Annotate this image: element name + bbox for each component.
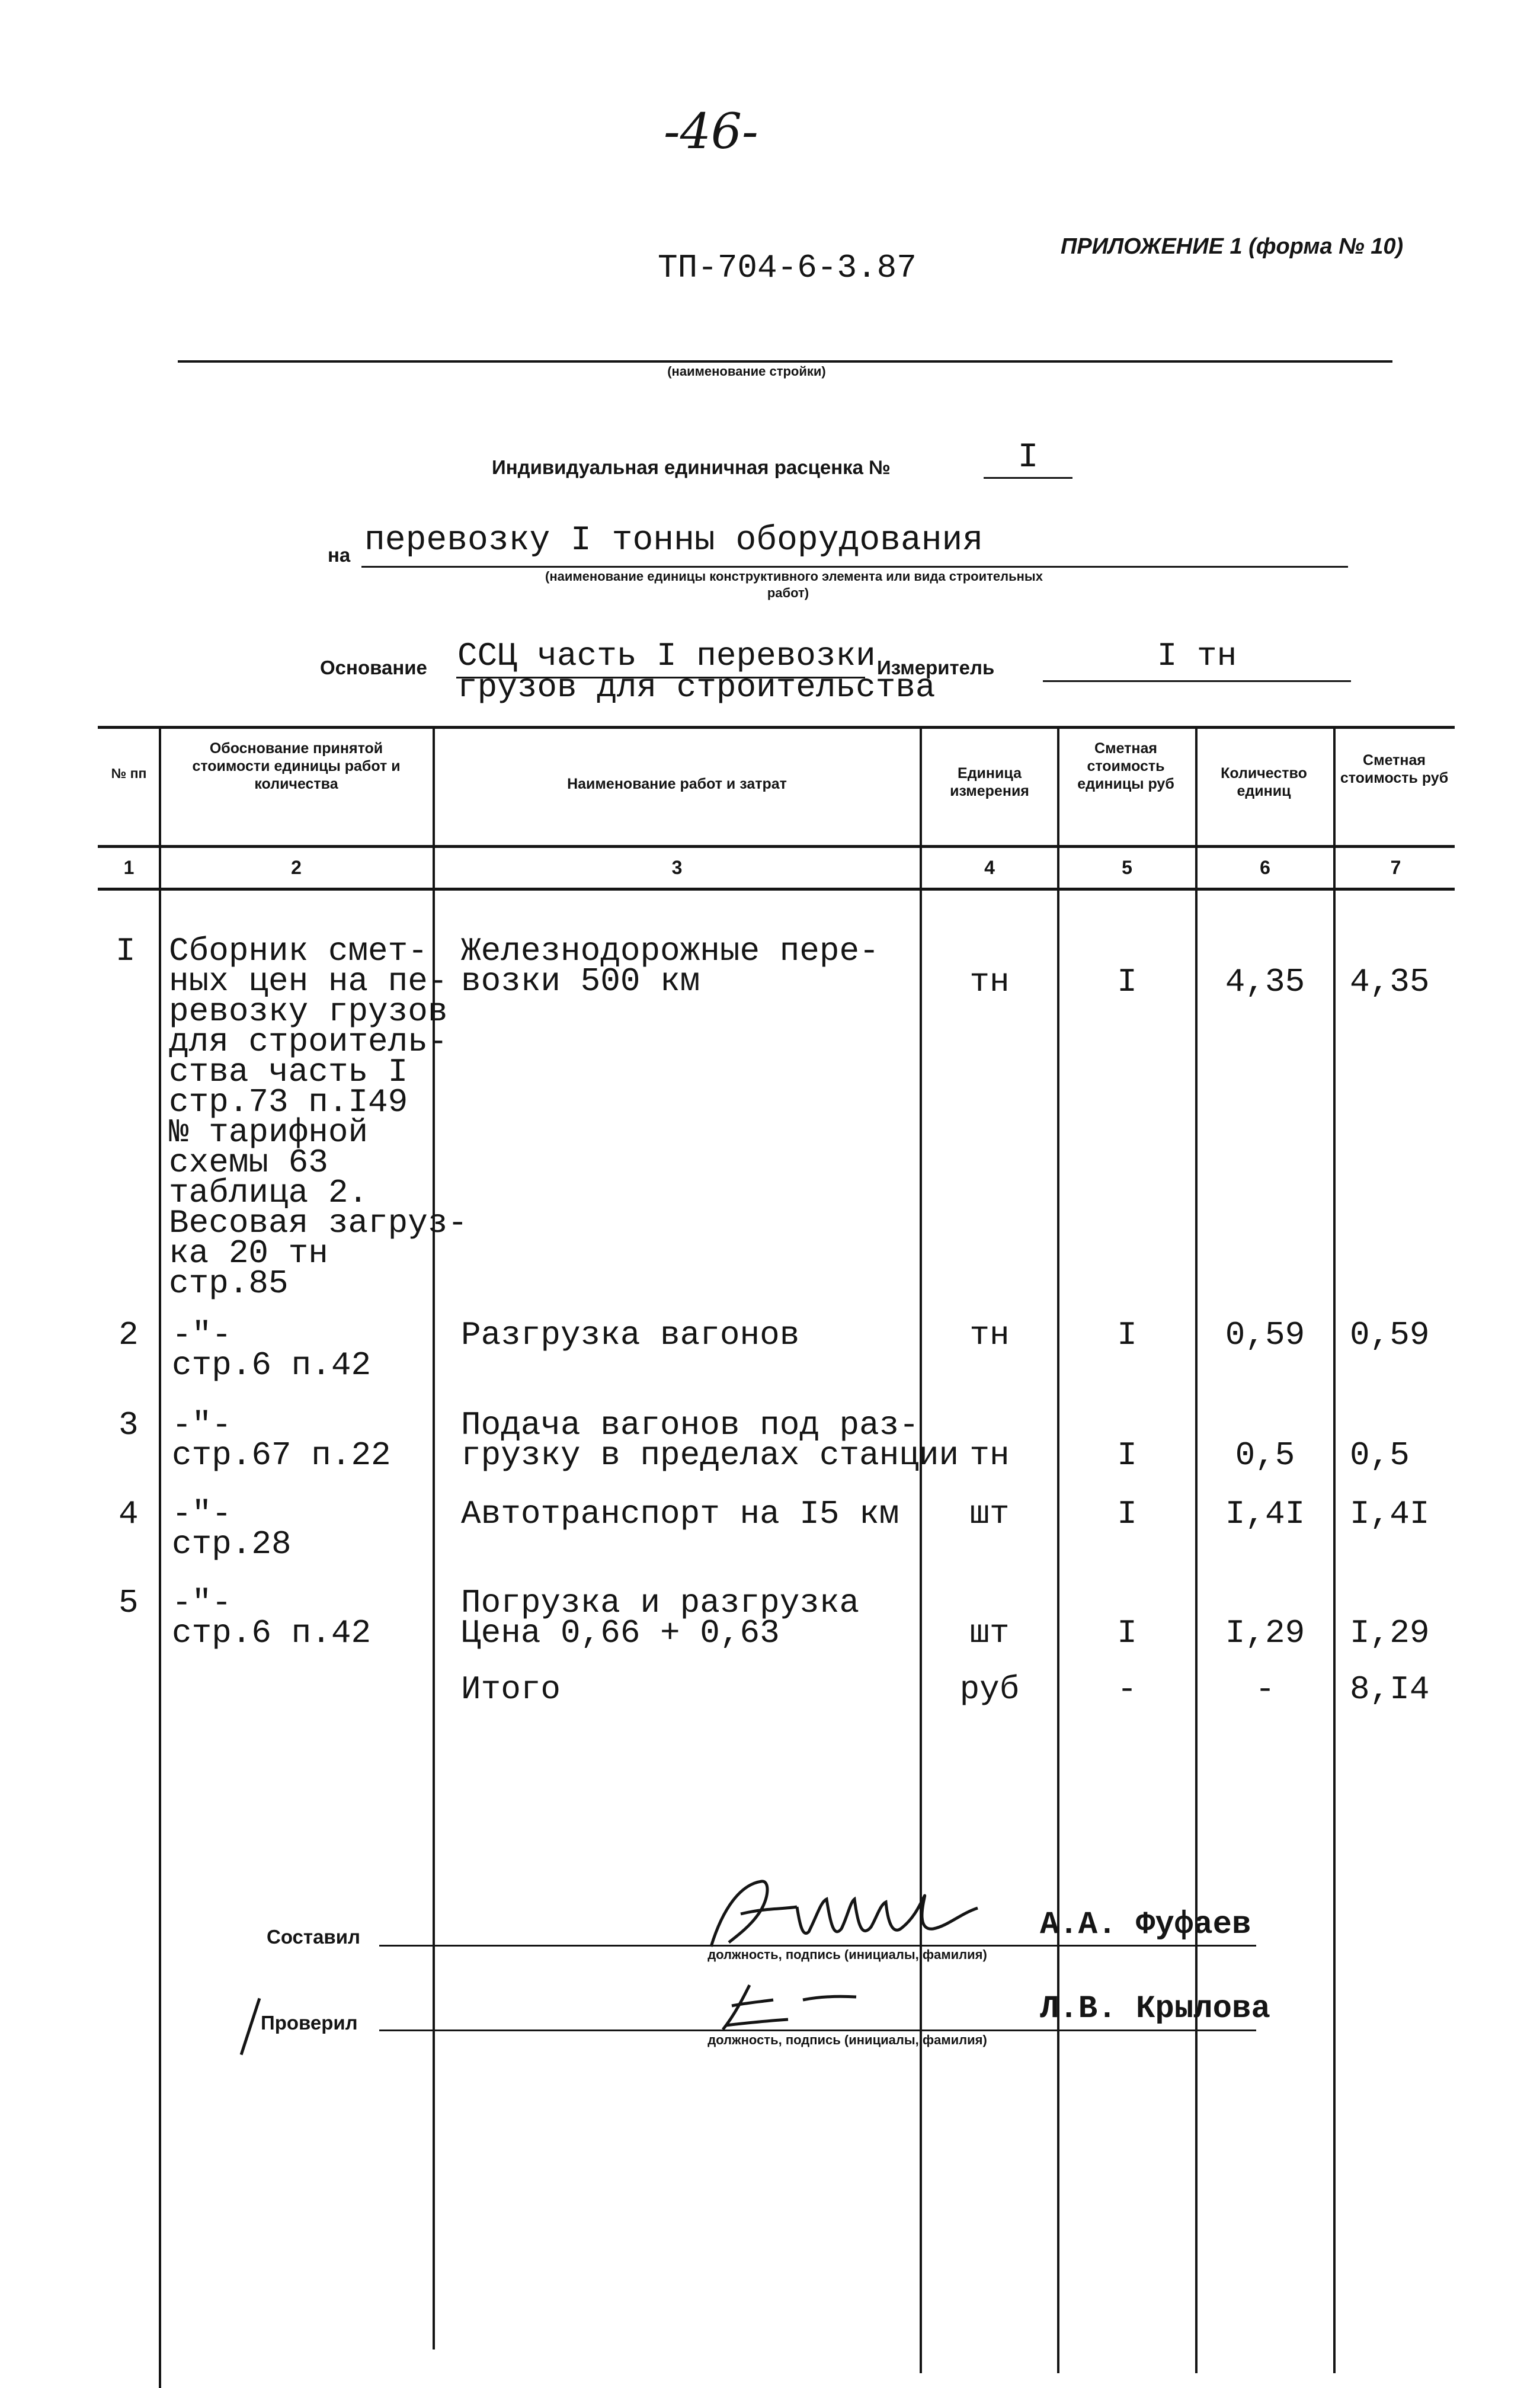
- row-quantity: I,4I: [1225, 1495, 1305, 1533]
- row-total: I,29: [1350, 1614, 1430, 1652]
- row-quantity: I,29: [1225, 1614, 1305, 1652]
- on-value-line: [361, 566, 1348, 568]
- col-line: [920, 726, 922, 2373]
- col-number: 7: [1390, 857, 1401, 878]
- row-unit-cost: I: [1117, 1316, 1137, 1354]
- col-number: 3: [671, 857, 683, 878]
- col-header-unit-cost: Сметная стоимость единицы руб: [1077, 740, 1174, 792]
- row-number: 3: [119, 1406, 139, 1444]
- row-work-name: Погрузка и разгрузка Цена 0,66 + 0,63: [461, 1584, 860, 1652]
- row-quantity: 4,35: [1225, 963, 1305, 1001]
- col-number: 1: [123, 857, 135, 878]
- row-work-name: Итого: [461, 1670, 561, 1708]
- row-basis: -"- стр.6 п.42: [172, 1584, 372, 1652]
- row-quantity: -: [1255, 1670, 1275, 1708]
- row-unit-cost: I: [1117, 1436, 1137, 1474]
- checked-name: Л.В. Крылова: [1040, 1991, 1270, 2027]
- row-number: I: [116, 932, 136, 970]
- rate-label: Индивидуальная единичная расценка №: [492, 456, 891, 478]
- col-header-unit: Единица измерения: [950, 765, 1029, 799]
- construction-name-line: [178, 360, 1392, 363]
- col-number: 6: [1260, 857, 1270, 878]
- col-number: 4: [984, 857, 995, 878]
- col-header-number: № пп: [111, 766, 147, 781]
- rate-number: I: [1017, 438, 1039, 477]
- row-unit: руб: [959, 1670, 1020, 1708]
- col-line: [1195, 726, 1198, 2373]
- col-header-name: Наименование работ и затрат: [567, 776, 787, 792]
- table-colnum-rule: [98, 888, 1455, 891]
- basis-label: Основание: [320, 657, 427, 678]
- page-number: -46-: [664, 104, 758, 160]
- col-header-quantity: Количество единиц: [1221, 765, 1307, 799]
- checked-slash: [240, 1998, 261, 2056]
- row-unit: шт: [969, 1495, 1010, 1533]
- row-work-name: Железнодорожные пере- возки 500 км: [461, 932, 879, 1000]
- signature-checked: [699, 1973, 865, 2038]
- row-quantity: 0,59: [1225, 1316, 1305, 1354]
- row-quantity: 0,5: [1235, 1436, 1295, 1474]
- row-total: 4,35: [1350, 963, 1430, 1001]
- row-unit: шт: [969, 1614, 1010, 1652]
- row-basis: -"- стр.67 п.22: [172, 1406, 391, 1474]
- table-top-rule: [98, 726, 1455, 729]
- row-work-name: Разгрузка вагонов: [461, 1316, 800, 1354]
- row-total: 8,I4: [1350, 1670, 1430, 1708]
- col-line: [1057, 726, 1059, 2373]
- row-unit-cost: I: [1117, 963, 1137, 1001]
- col-header-total: Сметная стоимость руб: [1340, 752, 1449, 786]
- measure-value-line: [1043, 680, 1351, 682]
- signature-compiled: [699, 1872, 1031, 1955]
- row-work-name: Подача вагонов под раз- грузку в пределах станции: [461, 1406, 959, 1474]
- basis-line1: ССЦ часть I перевозки: [457, 637, 876, 675]
- rate-number-line: [984, 477, 1072, 479]
- on-label: на: [328, 544, 351, 566]
- construction-caption: (наименование стройки): [667, 364, 826, 379]
- compiled-name: А.А. Фуфаев: [1040, 1907, 1251, 1943]
- appendix-label: ПРИЛОЖЕНИЕ 1 (форма № 10): [1061, 234, 1404, 259]
- col-line: [1333, 726, 1336, 2373]
- checked-label: Проверил: [261, 2012, 358, 2034]
- checked-line: [379, 2030, 1256, 2031]
- row-basis: -"- стр.6 п.42: [172, 1316, 372, 1384]
- row-number: 4: [119, 1495, 139, 1533]
- on-value: перевозку I тонны оборудования: [364, 521, 984, 560]
- row-number: 2: [119, 1316, 139, 1354]
- row-basis: -"- стр.28: [172, 1495, 292, 1563]
- row-unit-cost: I: [1117, 1614, 1137, 1652]
- col-line: [159, 726, 161, 2388]
- row-work-name: Автотранспорт на I5 км: [461, 1495, 899, 1533]
- basis-line2: грузов для строительства: [457, 668, 936, 706]
- table-header-rule: [98, 845, 1455, 848]
- row-basis: Сборник смет- ных цен на пе- ревозку грузов для строитель- ства часть I стр.73 п.I49 № тарифной схемы 63 таблица 2. Весовая загруз- ка 20 тн стр.85: [169, 932, 468, 1302]
- row-total: 0,5: [1350, 1436, 1410, 1474]
- row-unit: тн: [969, 963, 1010, 1001]
- compiled-label: Составил: [267, 1926, 360, 1948]
- row-number: 5: [119, 1584, 139, 1622]
- measure-label: Измеритель: [877, 657, 995, 678]
- compiled-caption: должность, подпись (инициалы, фамилия): [707, 1947, 987, 1962]
- on-caption-line2: работ): [767, 585, 809, 600]
- row-total: 0,59: [1350, 1316, 1430, 1354]
- row-unit: тн: [969, 1316, 1010, 1354]
- col-number: 2: [291, 857, 302, 878]
- col-header-basis: Обоснование принятой стоимости единицы работ и количества: [192, 740, 401, 792]
- row-unit-cost: -: [1117, 1670, 1137, 1708]
- checked-caption: должность, подпись (инициалы, фамилия): [707, 2032, 987, 2047]
- measure-value: I тн: [1157, 637, 1237, 675]
- row-total: I,4I: [1350, 1495, 1430, 1533]
- compiled-line: [379, 1945, 1256, 1947]
- col-number: 5: [1122, 857, 1132, 878]
- row-unit: тн: [969, 1436, 1010, 1474]
- row-unit-cost: I: [1117, 1495, 1137, 1533]
- on-caption-line1: (наименование единицы конструктивного элемента или вида строительных: [545, 569, 1043, 584]
- document-code: ТП-704-6-3.87: [658, 249, 917, 287]
